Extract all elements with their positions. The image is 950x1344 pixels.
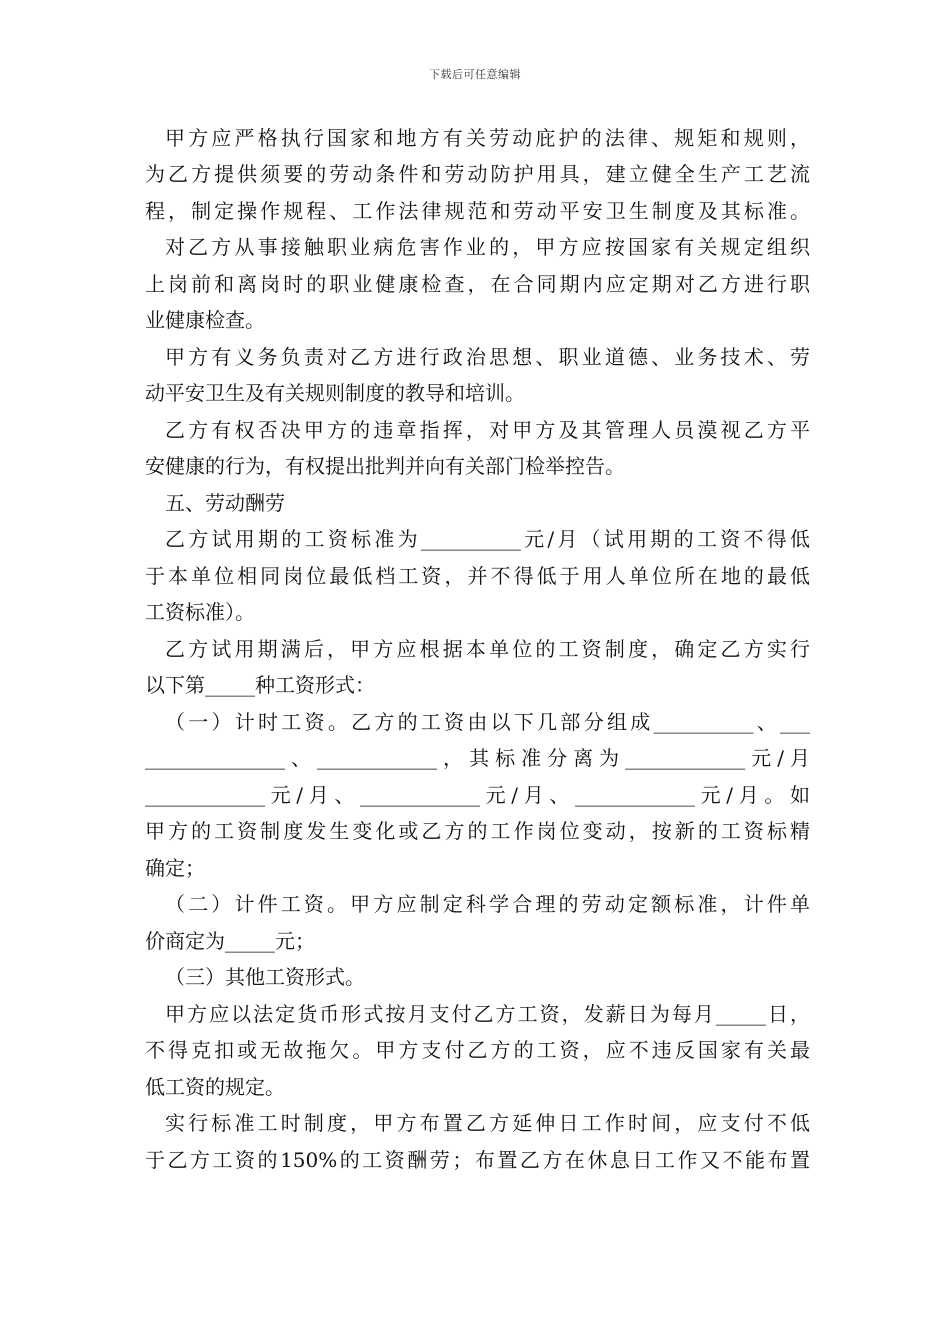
paragraph-line: 乙方试用期的工资标准为__________元/月（试用期的工资不得低 xyxy=(165,527,810,551)
paragraph-line: 甲方应严格执行国家和地方有关劳动庇护的法律、规矩和规则， xyxy=(165,126,810,150)
paragraph-line: 于本单位相同岗位最低档工资，并不得低于用人单位所在地的最低 xyxy=(145,564,810,588)
page-header-note: 下载后可任意编辑 xyxy=(429,68,521,81)
paragraph-line: 于乙方工资的150%的工资酬劳；布置乙方在休息日工作又不能布置 xyxy=(145,1148,810,1172)
paragraph-line: 程，制定操作规程、工作法律规范和劳动平安卫生制度及其标准。 xyxy=(145,199,810,223)
paragraph-line: （一）计时工资。乙方的工资由以下几部分组成__________、___ xyxy=(165,710,810,734)
paragraph-line: 业健康检查。 xyxy=(145,308,265,332)
paragraph-line: 动平安卫生及有关规则制度的教导和培训。 xyxy=(145,381,525,405)
paragraph-line: （二）计件工资。甲方应制定科学合理的劳动定额标准，计件单 xyxy=(165,892,810,916)
paragraph-line: （三）其他工资形式。 xyxy=(165,965,365,989)
paragraph-line: ______________、____________，其标准分离为____________元/月 xyxy=(145,746,810,770)
paragraph-line: 以下第_____种工资形式： xyxy=(145,673,375,697)
paragraph-line: 甲方的工资制度发生变化或乙方的工作岗位变动，按新的工资标精 xyxy=(145,819,810,843)
paragraph-line: 甲方应以法定货币形式按月支付乙方工资，发薪日为每月_____日， xyxy=(165,1002,810,1026)
paragraph-line: 工资标准）。 xyxy=(145,600,255,624)
paragraph-line: 甲方有义务负责对乙方进行政治思想、职业道德、业务技术、劳 xyxy=(165,345,810,369)
paragraph-line: 价商定为_____元； xyxy=(145,929,315,953)
paragraph-line: 确定； xyxy=(145,856,205,880)
paragraph-line: 实行标准工时制度，甲方布置乙方延伸日工作时间，应支付不低 xyxy=(165,1111,810,1135)
paragraph-line: 为乙方提供须要的劳动条件和劳动防护用具，建立健全生产工艺流 xyxy=(145,162,810,186)
paragraph-line: 乙方试用期满后，甲方应根据本单位的工资制度，确定乙方实行 xyxy=(165,637,810,661)
paragraph-line: 乙方有权否决甲方的违章指挥，对甲方及其管理人员漠视乙方平 xyxy=(165,418,810,442)
paragraph-line: ____________元/月、____________元/月、____________元/月。如 xyxy=(145,783,810,807)
paragraph-line: 低工资的规定。 xyxy=(145,1075,285,1099)
paragraph-line: 上岗前和离岗时的职业健康检查，在合同期内应定期对乙方进行职 xyxy=(145,272,810,296)
paragraph-line: 安健康的行为，有权提出批判并向有关部门检举控告。 xyxy=(145,454,625,478)
paragraph-line: 对乙方从事接触职业病危害作业的，甲方应按国家有关规定组织 xyxy=(165,235,810,259)
section-heading: 五、劳动酬劳 xyxy=(165,491,285,515)
paragraph-line: 不得克扣或无故拖欠。甲方支付乙方的工资，应不违反国家有关最 xyxy=(145,1038,810,1062)
